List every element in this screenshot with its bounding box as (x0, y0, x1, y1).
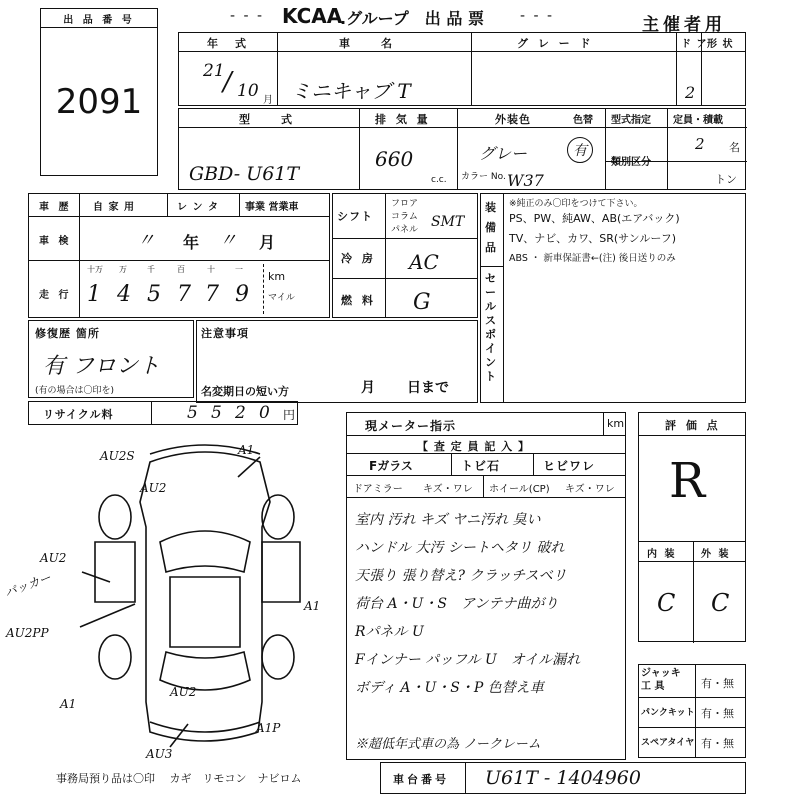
digit-unit-10: 十 (207, 265, 215, 274)
shaken-year: 年 (183, 233, 203, 252)
shift-floor: フロア (391, 199, 419, 209)
damage-mark: AU2PP (6, 626, 49, 640)
front-right-wheel (262, 495, 294, 539)
mileage-digit: 9 (235, 282, 249, 307)
shift-label: シフト (337, 210, 373, 223)
puncture-label: パンクキット (641, 708, 695, 718)
equipment-line3: ABS ・ 新車保証書←(注) 後日送りのみ (509, 253, 676, 264)
recycle-digit: 0 (259, 403, 270, 423)
lot-number: 2091 (55, 82, 143, 122)
header-dashes-right: - - - (520, 8, 555, 24)
rear-left-wheel (99, 635, 131, 679)
grade-label: グ レ ー ド (517, 37, 594, 50)
history-business: 事業 営業車 (245, 202, 299, 213)
puncture-option: 有・無 (701, 707, 734, 720)
comment-line: ハンドル 大汚 シートヘタリ 破れ (355, 540, 565, 556)
recycle-digit: 2 (235, 403, 246, 423)
damage-mark: A1 (60, 697, 77, 711)
mileage-digits (83, 264, 263, 318)
digit-unit-1: 一 (235, 265, 243, 274)
damage-mark: A1 (238, 443, 255, 457)
header-logo: KCAA (282, 4, 343, 28)
interior-value: C (657, 589, 676, 617)
equipment-label: 装 備 品 (485, 201, 504, 254)
notes-month: 月 (361, 380, 378, 396)
notes-box (196, 320, 478, 403)
color-no-label: カラー No. (461, 172, 506, 182)
recycle-label: リサイクル料 (43, 408, 114, 421)
damage-mark: AU2 (140, 481, 167, 495)
tools-box (638, 664, 746, 758)
equipment-line1: PS、PW、純AW、AB(エアバック) (509, 212, 680, 225)
disp-label: 排 気 量 (375, 113, 431, 126)
sales-point-label: セールスポイント (485, 272, 496, 383)
rating-label: 評 価 点 (665, 419, 721, 432)
load-unit: トン (715, 173, 737, 186)
damage-mark: A1 (304, 599, 321, 613)
doors-label: ド ア (681, 39, 708, 50)
car-body-outline (140, 452, 270, 741)
meter-label: 現メーター指示 (365, 419, 457, 433)
left-side-panel (95, 542, 135, 602)
damage-mark: A1P (256, 721, 281, 735)
comment-line: 天張り 張り替え? クラッチスベリ (355, 568, 567, 584)
recycle-unit: 円 (283, 408, 296, 422)
mirror-opts: キズ・ワレ (423, 484, 473, 495)
rear-bumper (150, 722, 260, 732)
glass-label: Fガラス (369, 459, 413, 473)
repair-note: (有の場合は〇印を) (35, 386, 115, 396)
chassis-box (380, 762, 746, 794)
front-left-wheel (99, 495, 131, 539)
digit-unit-10k: 万 (119, 265, 127, 274)
recycle-box (28, 401, 298, 425)
comment-line: 荷台 A・U・S アンテナ曲がり (355, 596, 559, 612)
color-label: 外装色 (495, 113, 531, 126)
right-side-panel (262, 542, 300, 602)
glass-crack: ヒビワレ (543, 459, 596, 473)
doors-value: 2 (685, 83, 696, 102)
chassis-value: U61T - 1404960 (485, 767, 641, 789)
class-label: 類別区分 (611, 157, 651, 168)
comment-line: 室内 汚れ キズ ヤニ汚れ 臭い (355, 512, 541, 528)
spare-option: 有・無 (701, 737, 734, 750)
fuel-label: 燃 料 (341, 294, 376, 307)
notes-day: 日まで (407, 380, 449, 396)
header-title: .グループ 出 品 票 (340, 9, 484, 28)
shift-value: SMT (431, 214, 465, 230)
jack-label: ジャッキ 工 具 (641, 668, 681, 692)
shaken-year-value: 〃 (137, 230, 155, 251)
type-spec-label: 型式指定 (611, 115, 651, 126)
repair-value: 有 フロント (43, 354, 160, 379)
capacity-unit: 名 (729, 141, 740, 154)
km-unit: km (268, 270, 286, 283)
wheel-label: ホイール(CP) (489, 484, 550, 495)
chassis-label: 車台番号 (393, 773, 449, 786)
mileage-unit-box (263, 264, 325, 314)
equipment-box (480, 193, 746, 403)
name-label: 車 名 (339, 37, 395, 50)
lot-box (40, 8, 158, 176)
shift-box (332, 193, 478, 318)
year-slash: / (223, 67, 232, 97)
equipment-note: ※純正のみ〇印をつけて下さい。 (509, 199, 643, 209)
damage-mark: パッカー (2, 570, 53, 600)
damage-mark: AU2 (40, 551, 67, 565)
rating-box (638, 412, 746, 642)
shift-panel: パネル (391, 225, 419, 235)
wheel-opts: キズ・ワレ (565, 484, 615, 495)
disp-value: 660 (375, 147, 414, 171)
shaken-month-value: 〃 (219, 230, 237, 251)
comment-line: ※超低年式車の為 ノークレーム (355, 737, 541, 752)
model-value: GBD- U61T (189, 163, 300, 185)
mark-leader-2 (80, 604, 135, 627)
history-box (28, 193, 330, 318)
rating-value: R (669, 453, 706, 509)
recycle-digit: 5 (211, 403, 222, 423)
mileage-digit: 7 (205, 282, 219, 307)
name-value: ミニキャブ T (291, 79, 411, 103)
mile-unit: マイル (268, 293, 295, 303)
history-private: 自 家 用 (93, 202, 135, 213)
damage-mark: AU3 (146, 747, 173, 761)
damage-mark: AU2S (100, 449, 135, 463)
comment-line: ボディ A・U・S・P 色替え車 (355, 680, 544, 696)
rear-right-wheel (262, 635, 294, 679)
mileage-digit: 7 (177, 282, 191, 307)
fuel-value: G (413, 290, 431, 315)
mark-leader-1 (82, 572, 110, 582)
meter-unit: km (607, 417, 625, 430)
mileage-label: 走 行 (39, 290, 72, 301)
color-repaint-label: 色替 (573, 115, 593, 126)
mirror-label: ドアミラー (353, 484, 403, 495)
exterior-value: C (711, 589, 730, 617)
shaken-label: 車 検 (39, 236, 72, 247)
notes-label: 注意事項 (201, 327, 249, 340)
office-items: 事務局預り品は〇印 カギ リモコン ナビロム (56, 772, 302, 785)
exterior-label: 外 装 (701, 549, 731, 560)
color-value: グレー (479, 144, 528, 163)
header-dashes: - - - (230, 8, 265, 24)
roof (170, 577, 240, 647)
year-month-mark: 月 (263, 95, 273, 106)
aircon-label: 冷 房 (341, 252, 376, 265)
capacity-label: 定員・積載 (673, 115, 723, 126)
spare-label: スペアタイヤ (641, 738, 695, 748)
comment-line: Fインナー パッフル U オイル漏れ (355, 652, 581, 668)
vehicle-row1 (178, 32, 746, 106)
model-label: 型 式 (239, 113, 295, 126)
color-no-value: W37 (507, 171, 544, 190)
lot-label: 出 品 番 号 (41, 9, 157, 28)
digit-unit-100: 百 (177, 265, 185, 274)
color-repaint-value: 有 (567, 137, 593, 163)
inspector-box (346, 412, 626, 760)
car-diagram (0, 432, 330, 762)
jack-option: 有・無 (701, 677, 734, 690)
comment-line: Rパネル U (355, 624, 424, 640)
capacity-value: 2 (695, 135, 705, 153)
year-value2: 10 (237, 81, 259, 101)
disp-unit: c.c. (431, 175, 447, 185)
year-value: 21 (203, 61, 225, 81)
history-rental: レ ン タ (177, 202, 219, 213)
digit-unit-100k: 十万 (87, 265, 103, 274)
mark-leader-4 (170, 724, 188, 747)
mileage-digit: 5 (147, 282, 161, 307)
mileage-digit: 4 (117, 282, 131, 307)
organizer-label: 主催者用 (642, 15, 726, 35)
interior-label: 内 装 (647, 549, 677, 560)
shape-label: 形 状 (707, 39, 734, 50)
shaken-month: 月 (259, 233, 279, 252)
notes-deadline-label: 名変期日の短い方 (201, 385, 289, 398)
equipment-line2: TV、ナビ、カワ、SR(サンルーフ) (509, 232, 677, 245)
mark-leader-3 (238, 457, 260, 477)
repair-label: 修復歴 箇所 (35, 327, 100, 340)
digit-unit-1k: 千 (147, 265, 155, 274)
damage-mark: AU2 (170, 685, 197, 699)
glass-chip: トビ石 (461, 459, 501, 473)
mileage-digit: 1 (87, 282, 101, 307)
vehicle-row2 (178, 108, 746, 190)
repair-box (28, 320, 194, 398)
history-label: 車 歴 (39, 202, 72, 213)
front-windshield (160, 531, 250, 572)
year-label: 年 式 (207, 37, 249, 50)
shift-column: コラム (391, 212, 418, 222)
inspector-title: 【 査 定 員 記 入 】 (417, 440, 530, 453)
aircon-value: AC (409, 250, 439, 274)
recycle-digit: 5 (187, 403, 198, 423)
